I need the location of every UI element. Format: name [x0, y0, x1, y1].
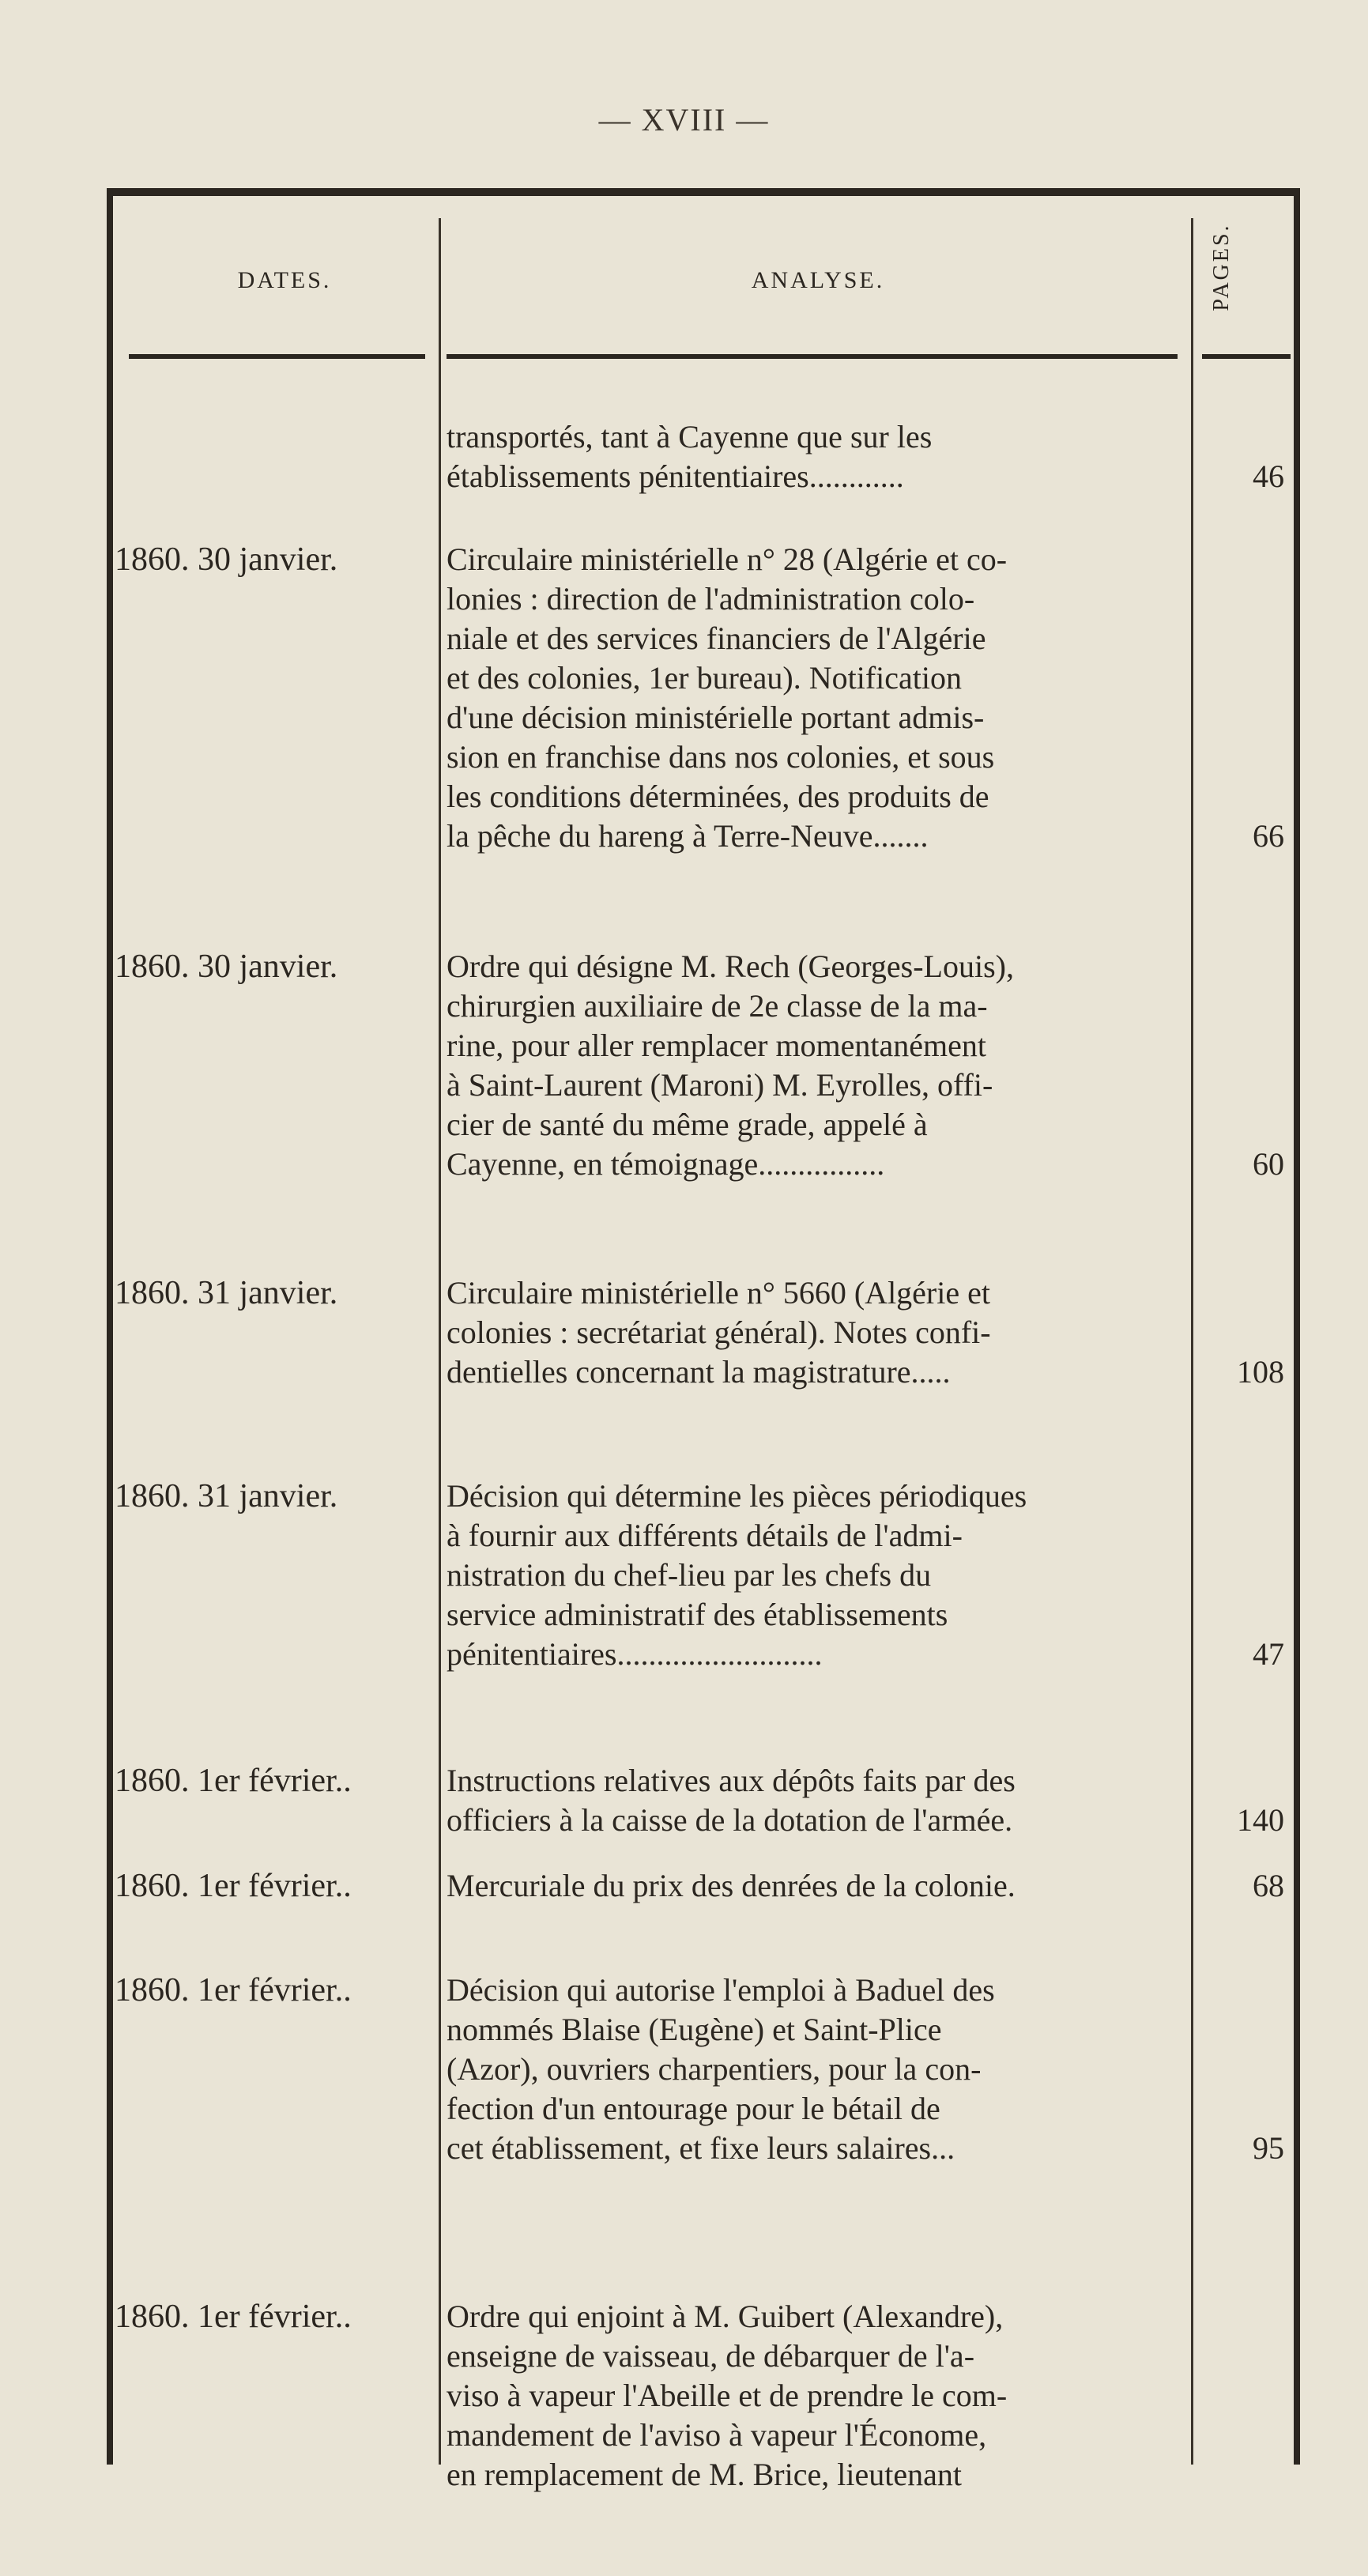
entry-analysis [447, 1273, 1185, 1392]
entry-analysis [447, 947, 1185, 1184]
analysis-line: sion en franchise dans nos colonies, et sous [447, 739, 995, 775]
analysis-line: enseigne de vaisseau, de débarquer de l'a- [447, 2338, 975, 2374]
analysis-line: niale et des services financiers de l'Algérie [447, 620, 986, 656]
entry-page-number: 68 [1253, 1868, 1284, 1903]
header-rule-dates [129, 354, 425, 359]
entry-date: 1860. 30 janvier. [115, 541, 338, 578]
analysis-line: en remplacement de M. Brice, lieutenant [447, 2457, 962, 2492]
entry-date: 1860. 1er février.. [115, 1763, 352, 1799]
entry-page-number: 108 [1237, 1354, 1284, 1390]
entry-page-number: 66 [1253, 818, 1284, 854]
entry-analysis [447, 1971, 1185, 2168]
table-top-border [107, 188, 1300, 196]
entry-page-number: 95 [1253, 2130, 1284, 2166]
analysis-line: service administratif des établissements [447, 1597, 948, 1632]
entry-page-number: 47 [1253, 1636, 1284, 1672]
analysis-line: Ordre qui enjoint à M. Guibert (Alexandre), [447, 2299, 1004, 2334]
analysis-line: colonies : secrétariat général). Notes confi- [447, 1314, 991, 1350]
entry-date: 1860. 1er février.. [115, 2299, 352, 2335]
entry-date: 1860. 1er février.. [115, 1868, 352, 1904]
entry-analysis [447, 1866, 1185, 1906]
analysis-line: à fournir aux différents détails de l'admi- [447, 1518, 963, 1553]
analysis-line: transportés, tant à Cayenne que sur les [447, 419, 933, 454]
analysis-line: fection d'un entourage pour le bétail de [447, 2091, 940, 2126]
analysis-line: Cayenne, en témoignage................ [447, 1146, 885, 1182]
analysis-line: Circulaire ministérielle n° 5660 (Algérie et [447, 1275, 990, 1311]
column-header-dates: DATES. [237, 267, 332, 293]
analysis-line: établissements pénitentiaires............ [447, 458, 904, 494]
entry-date: 1860. 1er février.. [115, 1972, 352, 2008]
entry-date: 1860. 30 janvier. [115, 949, 338, 985]
analysis-line: dentielles concernant la magistrature..... [447, 1354, 951, 1390]
column-divider-pages [1191, 218, 1193, 2465]
analysis-line: nommés Blaise (Eugène) et Saint-Plice [447, 2012, 942, 2047]
analysis-line: lonies : direction de l'administration colo- [447, 581, 975, 617]
analysis-line: rine, pour aller remplacer momentanément [447, 1028, 987, 1063]
entry-date: 1860. 31 janvier. [115, 1478, 338, 1514]
analysis-line: cet établissement, et fixe leurs salaires... [447, 2130, 955, 2166]
page-number: — XVIII — [598, 102, 770, 138]
entry-page-number: 140 [1237, 1802, 1284, 1838]
analysis-line: Mercuriale du prix des denrées de la colonie. [447, 1868, 1016, 1903]
entry-analysis [447, 417, 1185, 496]
header-rule-analyse [447, 354, 1178, 359]
header-rule-pages [1202, 354, 1291, 359]
entry-analysis [447, 2297, 1185, 2495]
table-right-border [1294, 188, 1300, 2465]
index-table [107, 188, 1300, 2492]
entry-analysis [447, 1477, 1185, 1674]
analysis-line: pénitentiaires.......................... [447, 1636, 823, 1672]
analysis-line: et des colonies, 1er bureau). Notification [447, 660, 962, 696]
analysis-line: nistration du chef-lieu par les chefs du [447, 1557, 932, 1593]
analysis-line: Circulaire ministérielle n° 28 (Algérie et co- [447, 541, 1008, 577]
entry-page-number: 46 [1253, 458, 1284, 494]
analysis-line: à Saint-Laurent (Maroni) M. Eyrolles, offi- [447, 1067, 993, 1103]
analysis-line: viso à vapeur l'Abeille et de prendre le com- [447, 2378, 1008, 2413]
table-left-border [107, 188, 113, 2465]
analysis-line: la pêche du hareng à Terre-Neuve....... [447, 818, 929, 854]
analysis-line: d'une décision ministérielle portant admis- [447, 700, 985, 735]
analysis-line: Instructions relatives aux dépôts faits par des [447, 1763, 1016, 1798]
analysis-line: Décision qui autorise l'emploi à Baduel des [447, 1972, 995, 2008]
column-header-analyse: ANALYSE. [751, 267, 885, 293]
column-header-pages: PAGES. [1209, 223, 1234, 311]
analysis-line: Décision qui détermine les pièces périodiques [447, 1478, 1027, 1514]
entry-analysis [447, 540, 1185, 856]
entry-page-number: 60 [1253, 1146, 1284, 1182]
analysis-line: les conditions déterminées, des produits de [447, 779, 989, 814]
analysis-line: chirurgien auxiliaire de 2e classe de la ma- [447, 988, 988, 1024]
entry-date: 1860. 31 janvier. [115, 1275, 338, 1311]
analysis-line: (Azor), ouvriers charpentiers, pour la con- [447, 2051, 982, 2087]
entry-analysis [447, 1761, 1185, 1840]
analysis-line: mandement de l'aviso à vapeur l'Économe, [447, 2417, 987, 2453]
analysis-line: Ordre qui désigne M. Rech (Georges-Louis), [447, 949, 1014, 984]
analysis-line: cier de santé du même grade, appelé à [447, 1107, 928, 1142]
analysis-line: officiers à la caisse de la dotation de l'armée. [447, 1802, 1013, 1838]
